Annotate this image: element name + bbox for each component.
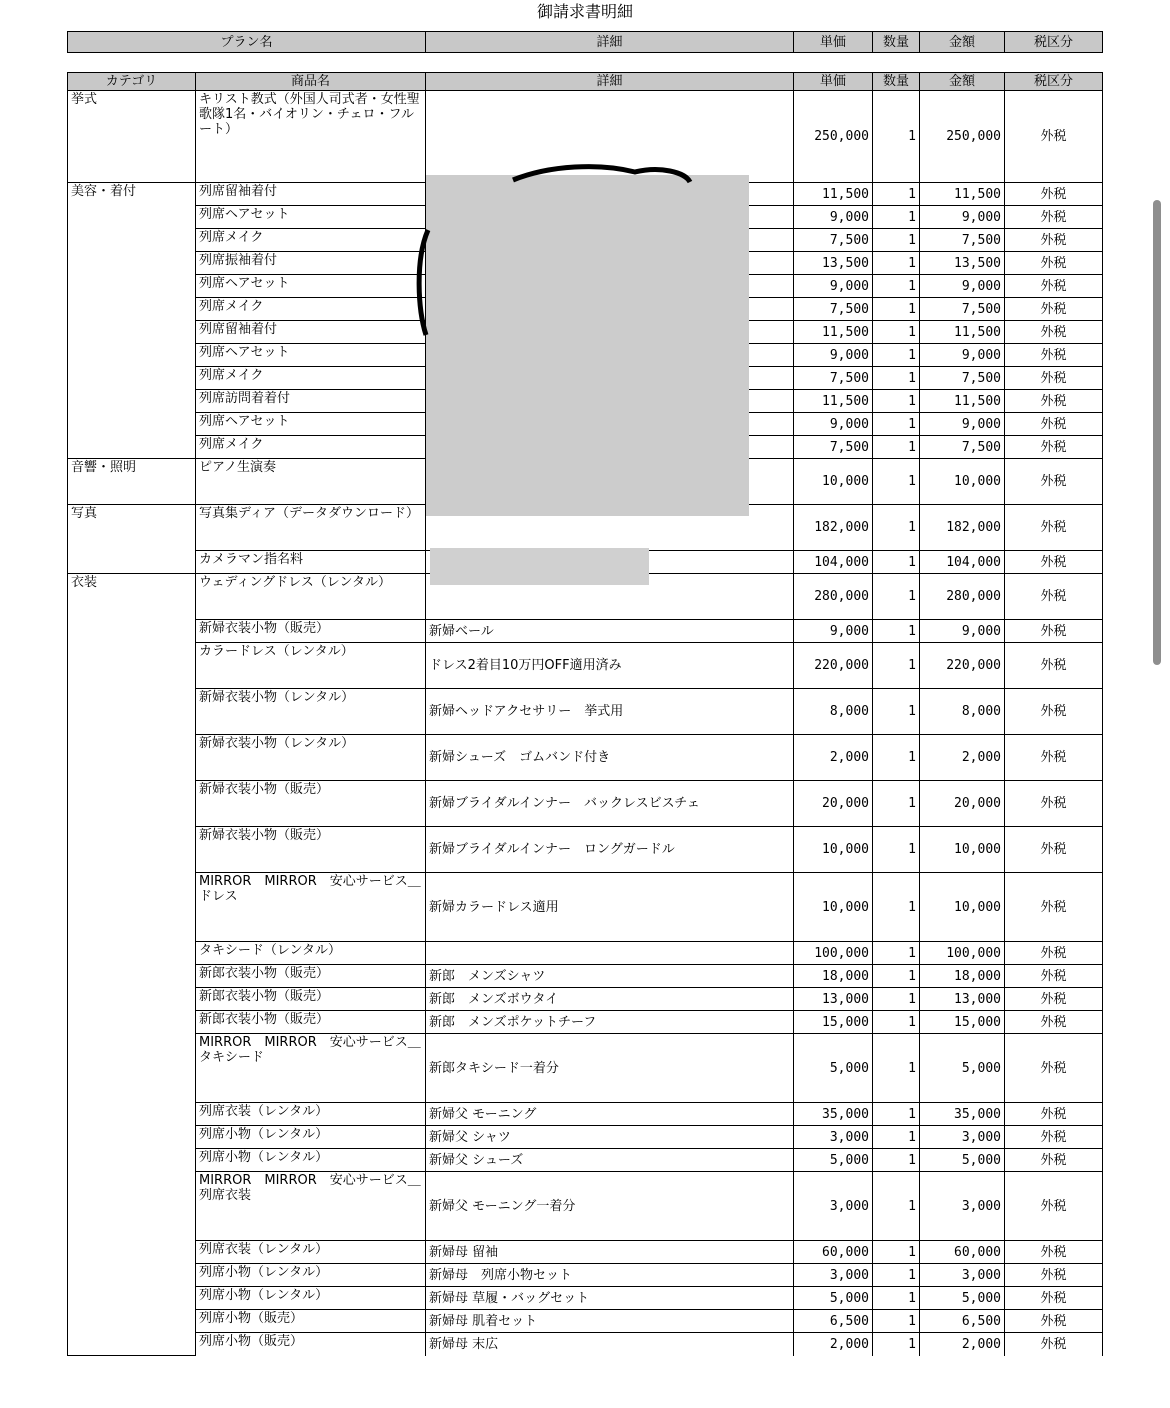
tax-type-cell: 外税	[1005, 942, 1103, 965]
table-row	[68, 873, 1103, 942]
quantity-cell: 1	[873, 1126, 920, 1149]
quantity-cell: 1	[873, 1034, 920, 1103]
unit-price-cell: 6,500	[794, 1310, 873, 1333]
item-name-cell: 新婦衣装小物（レンタル）	[196, 689, 426, 735]
item-name-cell: 列席小物（レンタル）	[196, 1126, 426, 1149]
quantity-cell: 1	[873, 1264, 920, 1287]
tax-type-cell: 外税	[1005, 643, 1103, 689]
quantity-cell: 1	[873, 1287, 920, 1310]
unit-price-cell: 280,000	[794, 574, 873, 620]
unit-price-cell: 60,000	[794, 1241, 873, 1264]
tax-type-cell: 外税	[1005, 873, 1103, 942]
tax-type-cell: 外税	[1005, 574, 1103, 620]
detail-cell: 新婦母 肌着セット	[426, 1310, 794, 1333]
table-row	[68, 965, 1103, 988]
item-name-cell: 新婦衣装小物（レンタル）	[196, 735, 426, 781]
unit-price-cell: 13,500	[794, 252, 873, 275]
amount-cell: 9,000	[920, 620, 1005, 643]
item-header-row	[68, 73, 1103, 91]
quantity-cell: 1	[873, 206, 920, 229]
amount-cell: 100,000	[920, 942, 1005, 965]
tax-type-cell: 外税	[1005, 965, 1103, 988]
table-row	[68, 1310, 1103, 1333]
unit-price-cell: 5,000	[794, 1287, 873, 1310]
item-name-cell: キリスト教式（外国人司式者・女性聖歌隊1名・バイオリン・チェロ・フルート）	[196, 91, 426, 183]
amount-cell: 3,000	[920, 1264, 1005, 1287]
quantity-cell: 1	[873, 275, 920, 298]
detail-cell: 新婦ブライダルインナー ロングガードル	[426, 827, 794, 873]
item-name-cell: 列席小物（販売）	[196, 1333, 426, 1356]
tax-type-cell: 外税	[1005, 275, 1103, 298]
tax-type-cell: 外税	[1005, 735, 1103, 781]
amount-cell: 280,000	[920, 574, 1005, 620]
item-header-cell: 単価	[794, 73, 873, 91]
amount-cell: 60,000	[920, 1241, 1005, 1264]
unit-price-cell: 13,000	[794, 988, 873, 1011]
unit-price-cell: 104,000	[794, 551, 873, 574]
detail-cell: 新婦母 末広	[426, 1333, 794, 1356]
item-name-cell: 列席衣装（レンタル）	[196, 1241, 426, 1264]
tax-type-cell: 外税	[1005, 827, 1103, 873]
quantity-cell: 1	[873, 390, 920, 413]
tax-type-cell: 外税	[1005, 1103, 1103, 1126]
item-name-cell: 列席メイク	[196, 229, 426, 252]
item-name-cell: 列席小物（レンタル）	[196, 1264, 426, 1287]
amount-cell: 5,000	[920, 1287, 1005, 1310]
item-name-cell: 列席メイク	[196, 367, 426, 390]
table-row	[68, 988, 1103, 1011]
quantity-cell: 1	[873, 367, 920, 390]
item-name-cell: 新婦衣装小物（販売）	[196, 620, 426, 643]
amount-cell: 2,000	[920, 735, 1005, 781]
detail-cell: 新郎タキシード一着分	[426, 1034, 794, 1103]
amount-cell: 3,000	[920, 1172, 1005, 1241]
amount-cell: 6,500	[920, 1310, 1005, 1333]
unit-price-cell: 11,500	[794, 390, 873, 413]
quantity-cell: 1	[873, 252, 920, 275]
category-cell: 美容・着付	[68, 183, 196, 459]
item-name-cell: 新郎衣装小物（販売）	[196, 988, 426, 1011]
amount-cell: 220,000	[920, 643, 1005, 689]
tax-type-cell: 外税	[1005, 689, 1103, 735]
amount-cell: 182,000	[920, 505, 1005, 551]
unit-price-cell: 10,000	[794, 459, 873, 505]
tax-type-cell: 外税	[1005, 1034, 1103, 1103]
quantity-cell: 1	[873, 643, 920, 689]
amount-cell: 3,000	[920, 1126, 1005, 1149]
amount-cell: 13,500	[920, 252, 1005, 275]
item-header-cell: 数量	[873, 73, 920, 91]
table-row	[68, 827, 1103, 873]
category-cell: 音響・照明	[68, 459, 196, 505]
unit-price-cell: 9,000	[794, 620, 873, 643]
quantity-cell: 1	[873, 1103, 920, 1126]
table-row	[68, 942, 1103, 965]
unit-price-cell: 8,000	[794, 689, 873, 735]
tax-type-cell: 外税	[1005, 91, 1103, 183]
tax-type-cell: 外税	[1005, 206, 1103, 229]
quantity-cell: 1	[873, 436, 920, 459]
plan-header-cell: 詳細	[426, 32, 794, 53]
quantity-cell: 1	[873, 988, 920, 1011]
quantity-cell: 1	[873, 229, 920, 252]
tax-type-cell: 外税	[1005, 298, 1103, 321]
quantity-cell: 1	[873, 781, 920, 827]
unit-price-cell: 5,000	[794, 1149, 873, 1172]
item-name-cell: 列席振袖着付	[196, 252, 426, 275]
amount-cell: 11,500	[920, 321, 1005, 344]
item-header-cell: 詳細	[426, 73, 794, 91]
item-name-cell: 列席留袖着付	[196, 183, 426, 206]
detail-cell: 新郎 メンズボウタイ	[426, 988, 794, 1011]
quantity-cell: 1	[873, 1310, 920, 1333]
detail-cell: 新婦ヘッドアクセサリー 挙式用	[426, 689, 794, 735]
item-name-cell: 新婦衣装小物（販売）	[196, 827, 426, 873]
tax-type-cell: 外税	[1005, 1011, 1103, 1034]
plan-table	[67, 31, 1103, 53]
plan-header-cell: 数量	[873, 32, 920, 53]
tax-type-cell: 外税	[1005, 1310, 1103, 1333]
unit-price-cell: 11,500	[794, 183, 873, 206]
plan-header-cell: 単価	[794, 32, 873, 53]
amount-cell: 35,000	[920, 1103, 1005, 1126]
quantity-cell: 1	[873, 1241, 920, 1264]
tax-type-cell: 外税	[1005, 252, 1103, 275]
unit-price-cell: 7,500	[794, 436, 873, 459]
quantity-cell: 1	[873, 1149, 920, 1172]
item-name-cell: 列席メイク	[196, 298, 426, 321]
table-row	[68, 1333, 1103, 1356]
unit-price-cell: 2,000	[794, 735, 873, 781]
unit-price-cell: 3,000	[794, 1172, 873, 1241]
tax-type-cell: 外税	[1005, 1126, 1103, 1149]
unit-price-cell: 7,500	[794, 229, 873, 252]
plan-header-cell: 税区分	[1005, 32, 1103, 53]
item-name-cell: 列席衣装（レンタル）	[196, 1103, 426, 1126]
table-row	[68, 620, 1103, 643]
amount-cell: 10,000	[920, 873, 1005, 942]
item-name-cell: 新郎衣装小物（販売）	[196, 965, 426, 988]
item-name-cell: 列席ヘアセット	[196, 344, 426, 367]
unit-price-cell: 9,000	[794, 275, 873, 298]
quantity-cell: 1	[873, 459, 920, 505]
tax-type-cell: 外税	[1005, 781, 1103, 827]
detail-cell: 新婦ベール	[426, 620, 794, 643]
item-name-cell: 列席小物（販売）	[196, 1310, 426, 1333]
item-header-cell: 税区分	[1005, 73, 1103, 91]
tax-type-cell: 外税	[1005, 988, 1103, 1011]
plan-header-cell: 金額	[920, 32, 1005, 53]
tax-type-cell: 外税	[1005, 436, 1103, 459]
amount-cell: 7,500	[920, 367, 1005, 390]
table-row	[68, 1287, 1103, 1310]
tax-type-cell: 外税	[1005, 229, 1103, 252]
amount-cell: 11,500	[920, 390, 1005, 413]
scribble-mark	[410, 160, 710, 340]
item-header-cell: カテゴリ	[68, 73, 196, 91]
item-name-cell: 新郎衣装小物（販売）	[196, 1011, 426, 1034]
unit-price-cell: 3,000	[794, 1264, 873, 1287]
quantity-cell: 1	[873, 91, 920, 183]
table-row	[68, 1126, 1103, 1149]
tax-type-cell: 外税	[1005, 390, 1103, 413]
table-row	[68, 1034, 1103, 1103]
table-row	[68, 1149, 1103, 1172]
detail-cell: 新婦母 留袖	[426, 1241, 794, 1264]
quantity-cell: 1	[873, 735, 920, 781]
unit-price-cell: 3,000	[794, 1126, 873, 1149]
item-name-cell: カメラマン指名料	[196, 551, 426, 574]
table-row	[68, 1103, 1103, 1126]
unit-price-cell: 100,000	[794, 942, 873, 965]
table-row	[68, 1011, 1103, 1034]
detail-cell: 新婦シューズ ゴムバンド付き	[426, 735, 794, 781]
amount-cell: 250,000	[920, 91, 1005, 183]
detail-cell: ドレス2着目10万円OFF適用済み	[426, 643, 794, 689]
unit-price-cell: 2,000	[794, 1333, 873, 1356]
table-row	[68, 1264, 1103, 1287]
quantity-cell: 1	[873, 1011, 920, 1034]
table-row	[68, 643, 1103, 689]
amount-cell: 20,000	[920, 781, 1005, 827]
unit-price-cell: 220,000	[794, 643, 873, 689]
detail-cell: 新婦父 シャツ	[426, 1126, 794, 1149]
quantity-cell: 1	[873, 344, 920, 367]
table-row	[68, 689, 1103, 735]
item-name-cell: タキシード（レンタル）	[196, 942, 426, 965]
amount-cell: 8,000	[920, 689, 1005, 735]
quantity-cell: 1	[873, 551, 920, 574]
item-name-cell: 列席小物（レンタル）	[196, 1287, 426, 1310]
amount-cell: 15,000	[920, 1011, 1005, 1034]
item-name-cell: 列席訪問着着付	[196, 390, 426, 413]
tax-type-cell: 外税	[1005, 367, 1103, 390]
quantity-cell: 1	[873, 620, 920, 643]
item-name-cell: カラードレス（レンタル）	[196, 643, 426, 689]
table-row	[68, 781, 1103, 827]
unit-price-cell: 7,500	[794, 298, 873, 321]
quantity-cell: 1	[873, 827, 920, 873]
detail-cell: 新婦母 草履・バッグセット	[426, 1287, 794, 1310]
tax-type-cell: 外税	[1005, 1333, 1103, 1356]
vertical-scrollbar[interactable]	[1153, 200, 1161, 665]
amount-cell: 2,000	[920, 1333, 1005, 1356]
unit-price-cell: 182,000	[794, 505, 873, 551]
amount-cell: 13,000	[920, 988, 1005, 1011]
detail-cell	[426, 942, 794, 965]
amount-cell: 7,500	[920, 229, 1005, 252]
amount-cell: 9,000	[920, 344, 1005, 367]
category-cell: 衣装	[68, 574, 196, 1356]
amount-cell: 9,000	[920, 275, 1005, 298]
page-title: 御請求書明細	[536, 2, 633, 21]
item-name-cell: ウェディングドレス（レンタル）	[196, 574, 426, 620]
amount-cell: 18,000	[920, 965, 1005, 988]
amount-cell: 5,000	[920, 1149, 1005, 1172]
amount-cell: 9,000	[920, 413, 1005, 436]
unit-price-cell: 250,000	[794, 91, 873, 183]
item-name-cell: 列席メイク	[196, 436, 426, 459]
item-name-cell: 列席ヘアセット	[196, 206, 426, 229]
unit-price-cell: 9,000	[794, 413, 873, 436]
detail-cell: 新郎 メンズポケットチーフ	[426, 1011, 794, 1034]
unit-price-cell: 9,000	[794, 206, 873, 229]
quantity-cell: 1	[873, 298, 920, 321]
plan-header-row	[68, 32, 1103, 53]
detail-cell: 新婦カラードレス適用	[426, 873, 794, 942]
item-name-cell: 列席小物（レンタル）	[196, 1149, 426, 1172]
tax-type-cell: 外税	[1005, 321, 1103, 344]
quantity-cell: 1	[873, 942, 920, 965]
tax-type-cell: 外税	[1005, 620, 1103, 643]
tax-type-cell: 外税	[1005, 1172, 1103, 1241]
category-cell: 挙式	[68, 91, 196, 183]
amount-cell: 7,500	[920, 298, 1005, 321]
detail-cell: 新婦父 シューズ	[426, 1149, 794, 1172]
item-name-cell: 列席ヘアセット	[196, 275, 426, 298]
amount-cell: 104,000	[920, 551, 1005, 574]
unit-price-cell: 7,500	[794, 367, 873, 390]
quantity-cell: 1	[873, 965, 920, 988]
table-row	[68, 735, 1103, 781]
tax-type-cell: 外税	[1005, 551, 1103, 574]
quantity-cell: 1	[873, 505, 920, 551]
item-name-cell: 新婦衣装小物（販売）	[196, 781, 426, 827]
item-header-cell: 金額	[920, 73, 1005, 91]
item-name-cell: 写真集ディア（データダウンロード）	[196, 505, 426, 551]
unit-price-cell: 20,000	[794, 781, 873, 827]
quantity-cell: 1	[873, 873, 920, 942]
amount-cell: 11,500	[920, 183, 1005, 206]
redaction-block-small	[430, 548, 649, 585]
detail-cell: 新婦父 モーニング	[426, 1103, 794, 1126]
plan-header-cell: プラン名	[68, 32, 426, 53]
amount-cell: 5,000	[920, 1034, 1005, 1103]
amount-cell: 10,000	[920, 827, 1005, 873]
unit-price-cell: 10,000	[794, 827, 873, 873]
detail-cell: 新郎 メンズシャツ	[426, 965, 794, 988]
detail-cell: 新婦母 列席小物セット	[426, 1264, 794, 1287]
item-name-cell: MIRROR MIRROR 安心サービス＿タキシード	[196, 1034, 426, 1103]
quantity-cell: 1	[873, 321, 920, 344]
detail-cell: 新婦父 モーニング一着分	[426, 1172, 794, 1241]
unit-price-cell: 35,000	[794, 1103, 873, 1126]
tax-type-cell: 外税	[1005, 459, 1103, 505]
item-name-cell: MIRROR MIRROR 安心サービス＿ドレス	[196, 873, 426, 942]
detail-cell: 新婦ブライダルインナー バックレスビスチェ	[426, 781, 794, 827]
item-name-cell: MIRROR MIRROR 安心サービス＿列席衣装	[196, 1172, 426, 1241]
quantity-cell: 1	[873, 1333, 920, 1356]
tax-type-cell: 外税	[1005, 1287, 1103, 1310]
item-name-cell: 列席留袖着付	[196, 321, 426, 344]
unit-price-cell: 11,500	[794, 321, 873, 344]
tax-type-cell: 外税	[1005, 183, 1103, 206]
item-header-cell: 商品名	[196, 73, 426, 91]
quantity-cell: 1	[873, 183, 920, 206]
unit-price-cell: 5,000	[794, 1034, 873, 1103]
amount-cell: 7,500	[920, 436, 1005, 459]
table-row	[68, 1241, 1103, 1264]
quantity-cell: 1	[873, 574, 920, 620]
tax-type-cell: 外税	[1005, 413, 1103, 436]
tax-type-cell: 外税	[1005, 1241, 1103, 1264]
unit-price-cell: 9,000	[794, 344, 873, 367]
table-row	[68, 1172, 1103, 1241]
item-name-cell: 列席ヘアセット	[196, 413, 426, 436]
item-name-cell: ピアノ生演奏	[196, 459, 426, 505]
category-cell: 写真	[68, 505, 196, 574]
amount-cell: 10,000	[920, 459, 1005, 505]
unit-price-cell: 18,000	[794, 965, 873, 988]
amount-cell: 9,000	[920, 206, 1005, 229]
tax-type-cell: 外税	[1005, 344, 1103, 367]
unit-price-cell: 10,000	[794, 873, 873, 942]
unit-price-cell: 15,000	[794, 1011, 873, 1034]
tax-type-cell: 外税	[1005, 1149, 1103, 1172]
tax-type-cell: 外税	[1005, 505, 1103, 551]
quantity-cell: 1	[873, 1172, 920, 1241]
quantity-cell: 1	[873, 689, 920, 735]
tax-type-cell: 外税	[1005, 1264, 1103, 1287]
quantity-cell: 1	[873, 413, 920, 436]
